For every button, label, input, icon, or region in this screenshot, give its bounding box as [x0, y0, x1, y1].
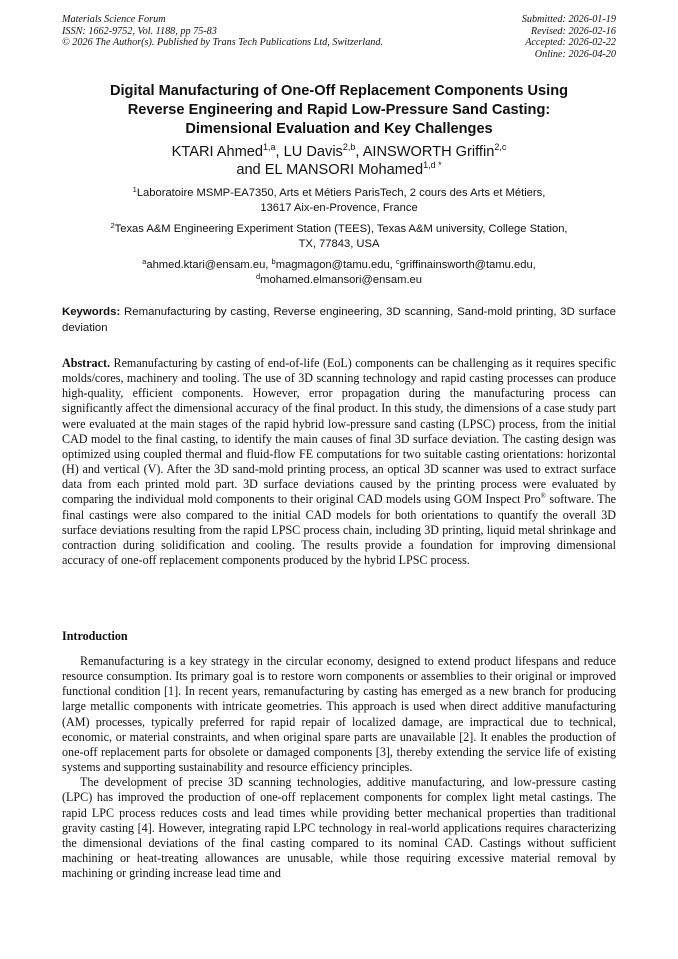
affiliation-2	[70, 222, 608, 251]
author-affil-mark: 2,b	[342, 142, 356, 152]
affiliation-text: Laboratoire MSMP-EA7350, Arts et Métiers ParisTech, 2 cours des Arts et Métiers,	[136, 187, 546, 199]
introduction-body	[62, 654, 616, 881]
registered-mark: ®	[540, 492, 546, 501]
revised-date: Revised: 2026-02-16	[530, 25, 616, 37]
email-mark: a	[142, 257, 147, 266]
affiliation-text: Texas A&M Engineering Experiment Station (TEES), Texas A&M university, College Station,	[114, 223, 568, 235]
keywords-text: Remanufacturing by casting, Reverse engineering, 3D scanning, Sand-mold printing, 3D surface deviation	[62, 306, 616, 334]
email-link[interactable]: griffinainsworth@tamu.edu,	[399, 259, 536, 271]
email-list	[70, 258, 608, 287]
issn: ISSN: 1662-9752, Vol. 1188, pp 75-83	[62, 25, 217, 37]
title-line: Reverse Engineering and Rapid Low-Pressure Sand Casting:	[127, 102, 551, 118]
author-name: AINSWORTH Griffin	[362, 144, 495, 160]
affiliation-mark: 1	[132, 185, 137, 194]
author-name: EL MANSORI Mohamed	[264, 162, 424, 178]
submitted-date: Submitted: 2026-01-19	[521, 14, 616, 25]
copyright: © 2026 The Author(s). Published by Trans Tech Publications Ltd, Switzerland.	[62, 37, 384, 49]
paragraph: Remanufacturing is a key strategy in the circular economy, designed to extend product lifespans and reduce resource consumption. Its primary goal is to restore worn components or assemblies to their original or improved functional condition [1]. In recent years, remanufacturing by casting has emerged as a new branch for producing large metallic components with intricate geometries. This approach is used when direct additive manufacturing (AM) processes, typically preferred for rapid repair of localized damage, are impractical due to technical, economic, or material constraints, and when original spare parts are unavailable [2]. It enables the production of one-off replacement parts for obsolete or damaged components [3], thereby extending the service life of existing systems and supporting sustainability and resource efficiency principles.	[62, 654, 616, 775]
author-separator: ,	[355, 144, 363, 160]
affiliation-text: TX, 77843, USA	[298, 237, 380, 250]
paragraph: The development of precise 3D scanning technologies, additive manufacturing, and low-pressure casting (LPC) has improved the production of one-off replacement components for complex light metal castings. The rapid LPC process reduces costs and lead times while providing better mechanical properties than traditional gravity casting [4]. However, integrating rapid LPC technology in real-world applications requires characterizing the dimensional deviations of the final casting compared to its nominal CAD. Castings without sufficient machining or heat-treating allowances are unusable, while those requiring excessive material removal by machining or grinding increase lead time and	[62, 775, 616, 881]
author-conjunction: and	[236, 162, 265, 178]
author-name: KTARI Ahmed	[171, 144, 264, 160]
email-link[interactable]: magmagon@tamu.edu,	[275, 259, 396, 271]
online-date: Online: 2026-04-20	[534, 48, 616, 60]
affiliation-mark: 2	[110, 221, 115, 230]
section-heading: Introduction	[62, 629, 128, 643]
affiliation-text: 13617 Aix-en-Provence, France	[260, 201, 418, 214]
email-mark: b	[271, 257, 276, 266]
accepted-date: Accepted: 2026-02-22	[525, 37, 616, 49]
author-name: LU Davis	[283, 144, 343, 160]
abstract	[62, 356, 616, 568]
affiliation-1	[70, 186, 608, 215]
author-affil-mark: 1,a	[263, 142, 276, 152]
author-list	[40, 143, 638, 179]
author-affil-mark: 2,c	[494, 142, 507, 152]
title-line: Dimensional Evaluation and Key Challenges	[185, 121, 493, 137]
email-link[interactable]: ahmed.ktari@ensam.eu,	[146, 259, 272, 271]
journal-name: Materials Science Forum	[62, 14, 166, 25]
dates-info	[522, 14, 616, 60]
abstract-text: software. The final castings were also compared to the initial CAD models for both orientations to quantify the overall 3D surface deviations resulting from the rapid LPSC process chain, including 3D printing, liquid metal shrinkage and contraction during solidification and cooling. The results provide a foundation for improving dimensional accuracy of one-off replacement components produced by the hybrid LPSC process.	[62, 492, 616, 568]
title-line: Digital Manufacturing of One-Off Replacement Components Using	[109, 83, 569, 99]
author-affil-mark: 1,d *	[423, 160, 442, 170]
keywords-label: Keywords:	[62, 306, 121, 318]
abstract-text: Remanufacturing by casting of end-of-life (EoL) components can be challenging as it requires specific molds/cores, machinery and tooling. The use of 3D scanning technology and rapid casting processes can produce high-quality, efficient components. However, error propagation during the manufacturing process can significantly affect the dimensional accuracy of the final product. In this study, the dimensions of a case study part were evaluated at the main stages of the rapid hybrid low-pressure sand casting (LPSC) process, from the initial CAD model to the final casting, to identify the main causes of final 3D surface deviation. The casting design was optimized using coupled thermal and fluid-flow FE computations for two suitable casting orientations: horizontal (H) and vertical (V). After the 3D sand-mold printing process, an optical 3D scanner was used to extract surface data from each printed mold part. 3D surface deviations caused by the printing process were evaluated by comparing the individual mold components to their original CAD models using GOM Inspect Pro	[62, 356, 616, 507]
email-mark: c	[395, 257, 400, 266]
keywords	[62, 305, 616, 336]
journal-info	[62, 14, 383, 49]
author-separator: ,	[275, 144, 284, 160]
paper-title	[40, 82, 638, 139]
email-mark: d	[255, 271, 261, 281]
email-link[interactable]: mohamed.elmansori@ensam.eu	[260, 273, 422, 286]
abstract-label: Abstract.	[62, 356, 111, 370]
